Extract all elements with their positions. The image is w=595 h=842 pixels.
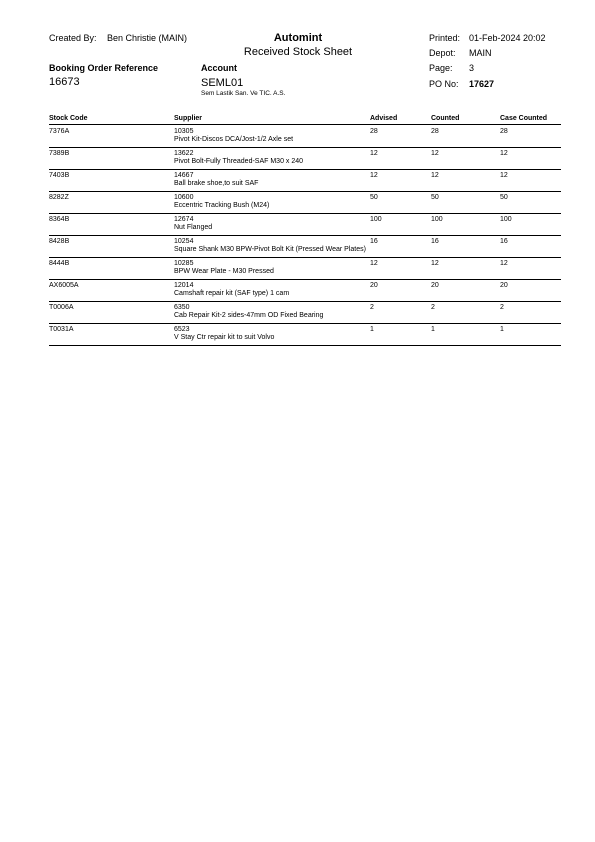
item-description: Square Shank M30 BPW-Pivot Bolt Kit (Pressed Wear Plates) (174, 246, 366, 253)
item-description: Pivot Bolt-Fully Threaded-SAF M30 x 240 (174, 158, 304, 165)
counted-qty: 1 (431, 326, 435, 333)
counted-qty: 16 (431, 238, 439, 245)
case-counted-qty: 12 (500, 172, 508, 179)
table-row (0, 324, 595, 346)
counted-qty: 20 (431, 282, 439, 289)
case-counted-qty: 2 (500, 304, 504, 311)
counted-qty: 12 (431, 150, 439, 157)
case-counted-qty: 50 (500, 194, 508, 201)
advised-qty: 100 (370, 216, 382, 223)
supplier-code: 14667 (174, 172, 194, 179)
printed-value: 01-Feb-2024 20:02 (469, 33, 546, 43)
case-counted-qty: 28 (500, 128, 508, 135)
col-advised: Advised (370, 115, 398, 122)
supplier-code: 10600 (174, 194, 194, 201)
table-row (0, 258, 595, 280)
table-row (0, 280, 595, 302)
advised-qty: 1 (370, 326, 374, 333)
counted-qty: 50 (431, 194, 439, 201)
supplier-code: 13622 (174, 150, 194, 157)
supplier-code: 6350 (174, 304, 190, 311)
case-counted-qty: 16 (500, 238, 508, 245)
page-label: Page: (429, 63, 453, 73)
account-value: SEML01 (201, 77, 244, 89)
supplier-code: 10305 (174, 128, 194, 135)
booking-ref-value: 16673 (49, 76, 80, 88)
company-name: Automint (273, 32, 323, 44)
col-case-counted: Case Counted (500, 115, 548, 122)
stock-code: 7376A (49, 128, 70, 135)
supplier-code: 12674 (174, 216, 194, 223)
depot-value: MAIN (469, 48, 492, 58)
item-description: Ball brake shoe,to suit SAF (174, 180, 259, 187)
advised-qty: 50 (370, 194, 378, 201)
stock-code: 8444B (49, 260, 70, 267)
table-row (0, 126, 595, 148)
depot-label: Depot: (429, 48, 456, 58)
advised-qty: 2 (370, 304, 374, 311)
stock-code: 7389B (49, 150, 70, 157)
table-row (0, 214, 595, 236)
printed-label: Printed: (429, 33, 461, 43)
item-description: Cab Repair Kit-2 sides-47mm OD Fixed Bearing (174, 312, 324, 319)
supplier-code: 6523 (174, 326, 190, 333)
advised-qty: 12 (370, 260, 378, 267)
supplier-code: 12014 (174, 282, 194, 289)
account-label: Account (201, 63, 237, 73)
counted-qty: 28 (431, 128, 439, 135)
document-title: Received Stock Sheet (243, 46, 353, 58)
case-counted-qty: 1 (500, 326, 504, 333)
created-by-value: Ben Christie (MAIN) (107, 33, 188, 43)
case-counted-qty: 20 (500, 282, 508, 289)
supplier-code: 10254 (174, 238, 194, 245)
advised-qty: 16 (370, 238, 378, 245)
stock-code: 8428B (49, 238, 70, 245)
case-counted-qty: 12 (500, 150, 508, 157)
advised-qty: 12 (370, 172, 378, 179)
counted-qty: 12 (431, 172, 439, 179)
table-row (0, 192, 595, 214)
supplier-code: 10285 (174, 260, 194, 267)
stock-code: 7403B (49, 172, 70, 179)
case-counted-qty: 12 (500, 260, 508, 267)
advised-qty: 28 (370, 128, 378, 135)
advised-qty: 12 (370, 150, 378, 157)
stock-code: 8282Z (49, 194, 69, 201)
col-stock-code: Stock Code (49, 115, 88, 122)
account-name: Sem Lastik San. Ve TIC. A.S. (201, 90, 286, 97)
advised-qty: 20 (370, 282, 378, 289)
po-value: 17627 (469, 79, 495, 89)
table-row (0, 148, 595, 170)
row-divider (49, 345, 561, 346)
table-row (0, 170, 595, 192)
counted-qty: 12 (431, 260, 439, 267)
stock-code: 8364B (49, 216, 70, 223)
table-row (0, 302, 595, 324)
stock-code: T0031A (49, 326, 74, 333)
item-description: Camshaft repair kit (SAF type) 1 cam (174, 290, 290, 297)
po-label: PO No: (429, 79, 459, 89)
stock-code: T0006A (49, 304, 74, 311)
case-counted-qty: 100 (500, 216, 512, 223)
item-description: Eccentric Tracking Bush (M24) (174, 202, 270, 209)
item-description: V Stay Ctr repair kit to suit Volvo (174, 334, 275, 341)
col-counted: Counted (431, 115, 460, 122)
counted-qty: 2 (431, 304, 435, 311)
page-value: 3 (469, 63, 475, 73)
table-row (0, 236, 595, 258)
stock-code: AX6005A (49, 282, 79, 289)
counted-qty: 100 (431, 216, 443, 223)
header-divider (49, 124, 561, 125)
item-description: BPW Wear Plate - M30 Pressed (174, 268, 274, 275)
col-supplier: Supplier (174, 115, 203, 122)
booking-ref-label: Booking Order Reference (49, 63, 159, 73)
item-description: Nut Flanged (174, 224, 213, 231)
created-by-label: Created By: (49, 33, 97, 43)
item-description: Pivot Kit-Discos DCA/Jost-1/2 Axle set (174, 136, 294, 143)
